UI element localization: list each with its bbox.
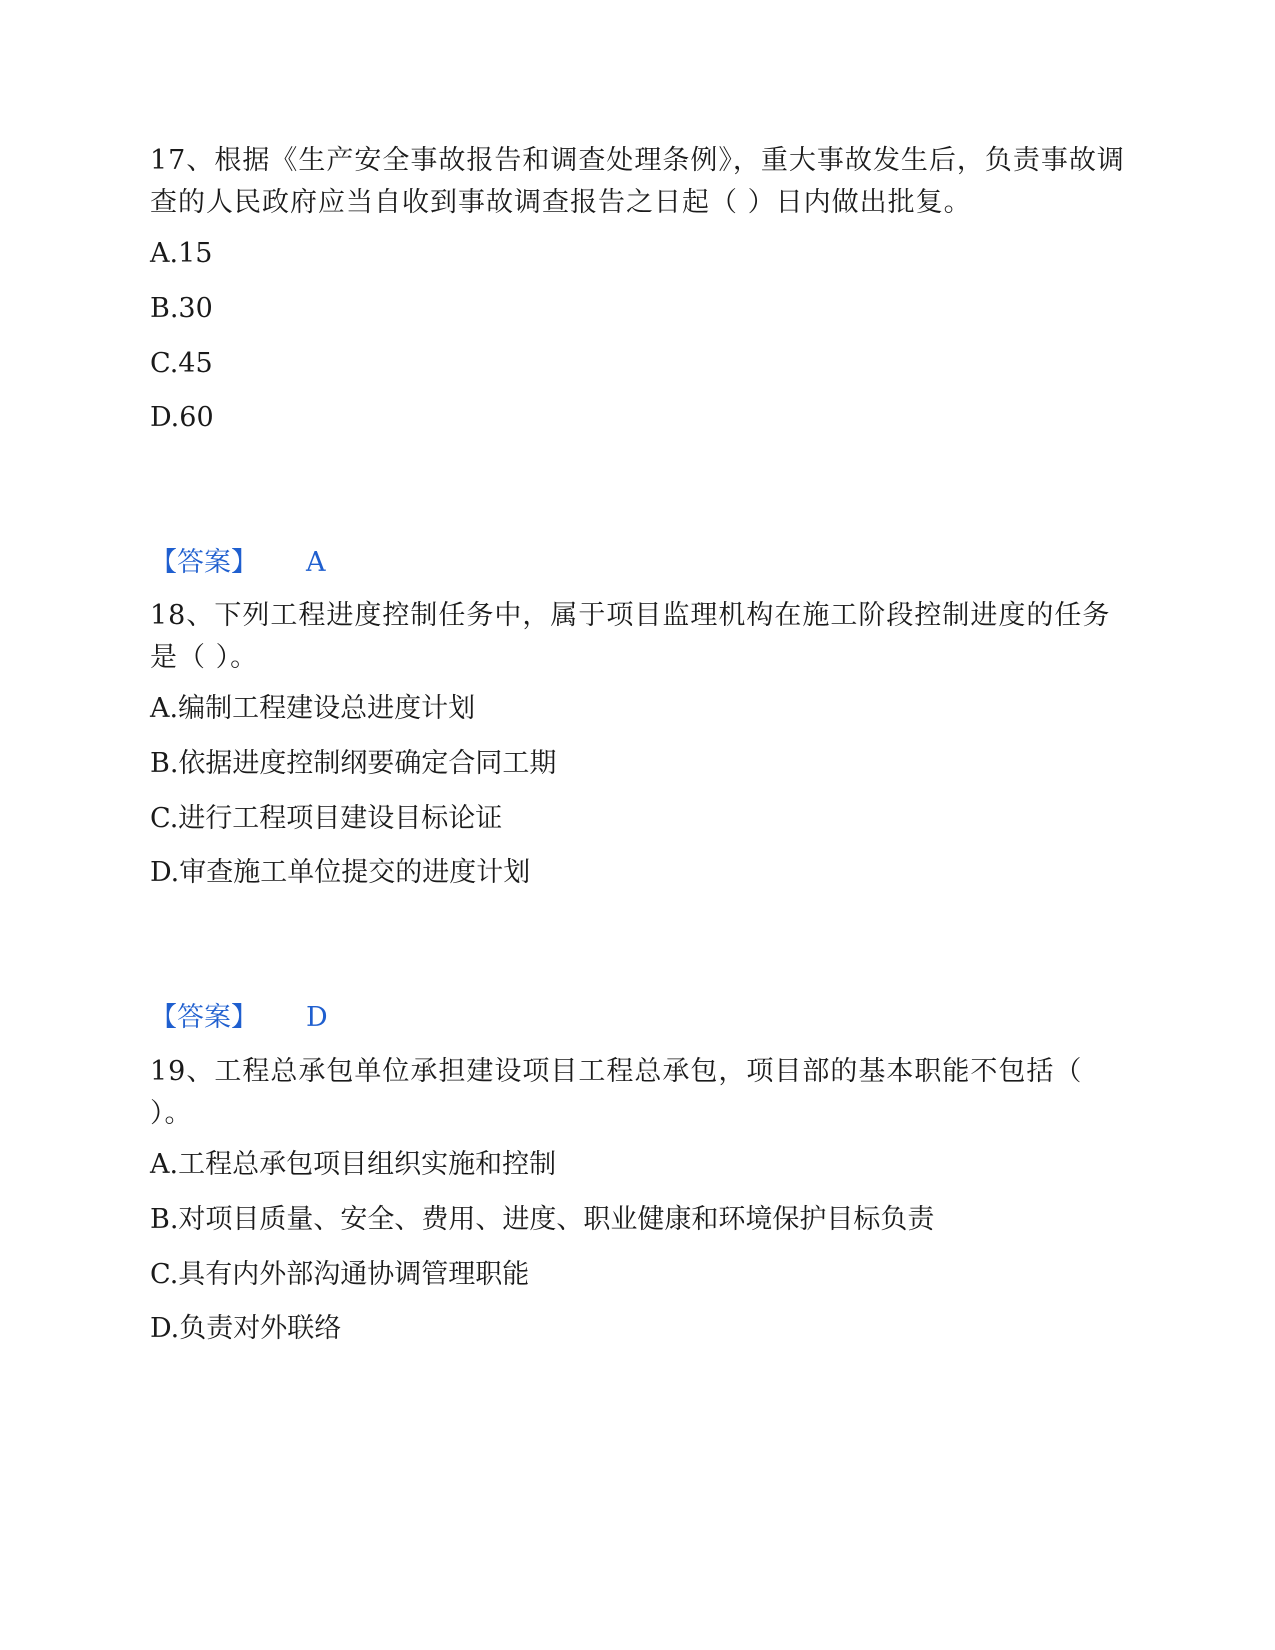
answer-label: 【答案】 [150, 1002, 258, 1033]
answer-value: D [306, 1002, 328, 1033]
answer-value: A [306, 547, 326, 578]
question-19 [150, 1051, 1125, 1344]
answer-18 [150, 1000, 328, 1036]
option-a: A.15 [150, 238, 213, 269]
answer-17 [150, 545, 326, 581]
option-d: D.60 [150, 402, 214, 433]
option-b: B.30 [150, 293, 213, 324]
option-c: C.45 [150, 348, 213, 379]
question-17 [150, 140, 1125, 433]
option-b: B.对项目质量、安全、费用、进度、职业健康和环境保护目标负责 [150, 1204, 935, 1235]
option-d: D.负责对外联络 [150, 1313, 342, 1344]
question-stem: 18、下列工程进度控制任务中，属于项目监理机构在施工阶段控制进度的任务是（ ）。 [150, 600, 1111, 673]
question-18 [150, 595, 1125, 888]
question-stem: 17、根据《生产安全事故报告和调查处理条例》，重大事故发生后，负责事故调查的人民政府应当自收到事故调查报告之日起（ ）日内做出批复。 [150, 145, 1125, 218]
answer-label: 【答案】 [150, 547, 258, 578]
option-d: D.审查施工单位提交的进度计划 [150, 857, 531, 888]
option-a: A.编制工程建设总进度计划 [150, 693, 476, 724]
question-stem: 19、工程总承包单位承担建设项目工程总承包，项目部的基本职能不包括（ ）。 [150, 1056, 1083, 1129]
option-a: A.工程总承包项目组织实施和控制 [150, 1149, 557, 1180]
option-c: C.具有内外部沟通协调管理职能 [150, 1259, 530, 1290]
option-b: B.依据进度控制纲要确定合同工期 [150, 748, 557, 779]
option-c: C.进行工程项目建设目标论证 [150, 803, 503, 834]
